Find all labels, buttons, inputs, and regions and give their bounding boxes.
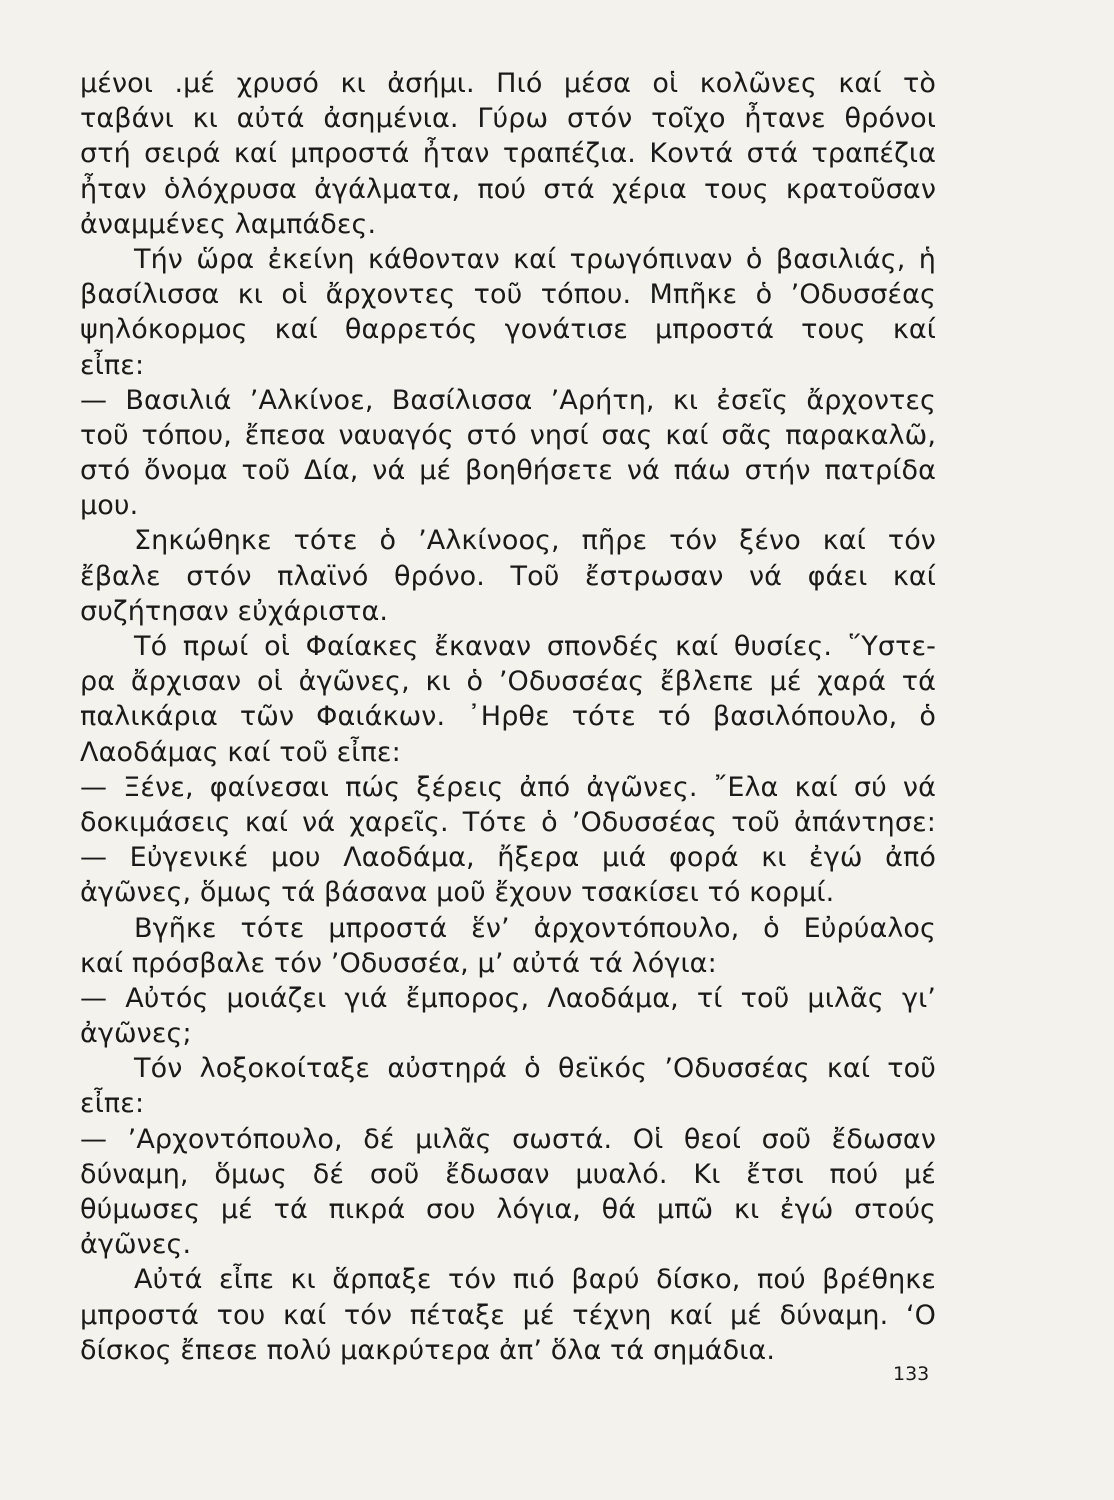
text-line: Τήν ὥρα ἐκείνη κάθονταν καί τρωγόπιναν ὁ βασιλιάς, ἡ — [134, 243, 936, 275]
text-line: δύναμη, ὅμως δέ σοῦ ἔδωσαν μυαλό. Κι ἔτσι πού μέ — [80, 1158, 936, 1190]
text-line: Τόν λοξοκοίταξε αὐστηρά ὁ θεϊκός ’Οδυσσέας καί τοῦ — [134, 1053, 936, 1085]
text-line: Λαοδάμας καί τοῦ εἶπε: — [80, 736, 401, 768]
text-line: Αὐτά εἶπε κι ἅρπαξε τόν πιό βαρύ δίσκο, πού βρέθηκε — [134, 1264, 936, 1296]
text-line: — Εὐγενικέ μου Λαοδάμα, ἤξερα μιά φορά κι ἐγώ ἀπό — [80, 842, 936, 874]
text-line: Βγῆκε τότε μπροστά ἕν’ ἀρχοντόπουλο, ὁ Εὐρύαλος — [134, 912, 936, 944]
text-line: στό ὄνομα τοῦ Δία, νά μέ βοηθήσετε νά πάω στήν πατρίδα — [80, 455, 936, 487]
page-number: 133 — [893, 1363, 930, 1385]
text-line: ρα ἄρχισαν οἱ ἀγῶνες, κι ὁ ’Οδυσσέας ἔβλεπε μέ χαρά τά — [80, 666, 936, 698]
text-line: στή σειρά καί μπροστά ἦταν τραπέζια. Κοντά στά τραπέζια — [80, 138, 936, 170]
text-line: βασίλισσα κι οἱ ἄρχοντες τοῦ τόπου. Μπῆκε ὁ ’Οδυσσέας — [80, 279, 936, 311]
text-line: μου. — [80, 490, 139, 522]
text-line: ἦταν ὁλόχρυσα ἀγάλματα, πού στά χέρια τους κρατοῦσαν — [80, 173, 936, 205]
text-line: — ’Αρχοντόπουλο, δέ μιλᾶς σωστά. Οἱ θεοί σοῦ ἔδωσαν — [80, 1123, 936, 1155]
text-line: — Ξένε, φαίνεσαι πώς ξέρεις ἀπό ἀγῶνες. ῎Ελα καί σύ νά — [80, 771, 936, 803]
body-text — [80, 66, 936, 1368]
text-line: παλικάρια τῶν Φαιάκων. ᾿Ηρθε τότε τό βασιλόπουλο, ὁ — [80, 701, 936, 733]
text-line: ἀγῶνες; — [80, 1018, 192, 1050]
text-line: θύμωσες μέ τά πικρά σου λόγια, θά μπῶ κι ἐγώ στούς — [80, 1194, 936, 1225]
text-line: μπροστά του καί τόν πέταξε μέ τέχνη καί μέ δύναμη. ‘Ο — [80, 1299, 936, 1331]
text-line: μένοι .μέ χρυσό κι ἀσήμι. Πιό μέσα οἱ κολῶνες καί τὸ — [80, 68, 936, 99]
text-line: εἶπε: — [80, 349, 145, 381]
text-line: τοῦ τόπου, ἔπεσα ναυαγός στό νησί σας καί σᾶς παρακαλῶ, — [80, 419, 936, 451]
text-line: Τό πρωί οἱ Φαίακες ἔκαναν σπονδές καί θυσίες. ῞Υστε- — [134, 631, 936, 662]
text-line: ἔβαλε στόν πλαϊνό θρόνο. Τοῦ ἔστρωσαν νά φάει καί — [80, 560, 936, 592]
text-line: δίσκος ἔπεσε πολύ μακρύτερα ἀπ’ ὅλα τά σημάδια. — [80, 1334, 776, 1366]
text-line: ἀγῶνες, ὅμως τά βάσανα μοῦ ἔχουν τσακίσει τό κορμί. — [80, 877, 835, 909]
text-line: Σηκώθηκε τότε ὁ ’Αλκίνοος, πῆρε τόν ξένο καί τόν — [134, 525, 936, 557]
text-line: ψηλόκορμος καί θαρρετός γονάτισε μπροστά τους καί — [80, 314, 936, 346]
text-line: ἀναμμένες λαμπάδες. — [80, 208, 377, 240]
text-line: δοκιμάσεις καί νά χαρεῖς. Τότε ὁ ’Οδυσσέας τοῦ ἀπάντησε: — [80, 806, 936, 838]
text-line: ταβάνι κι αὐτά ἀσημένια. Γύρω στόν τοῖχο ἦτανε θρόνοι — [80, 103, 936, 135]
text-line: καί πρόσβαλε τόν ’Οδυσσέα, μ’ αὐτά τά λόγια: — [80, 947, 717, 979]
text-line: ἀγῶνες. — [80, 1229, 192, 1261]
text-line: συζήτησαν εὐχάριστα. — [80, 595, 389, 627]
text-line: — Βασιλιά ’Αλκίνοε, Βασίλισσα ’Αρήτη, κι ἐσεῖς ἄρχοντες — [80, 384, 936, 416]
text-line: — Αὐτός μοιάζει γιά ἔμπορος, Λαοδάμα, τί τοῦ μιλᾶς γι’ — [80, 982, 936, 1014]
text-line: εἶπε: — [80, 1088, 145, 1120]
